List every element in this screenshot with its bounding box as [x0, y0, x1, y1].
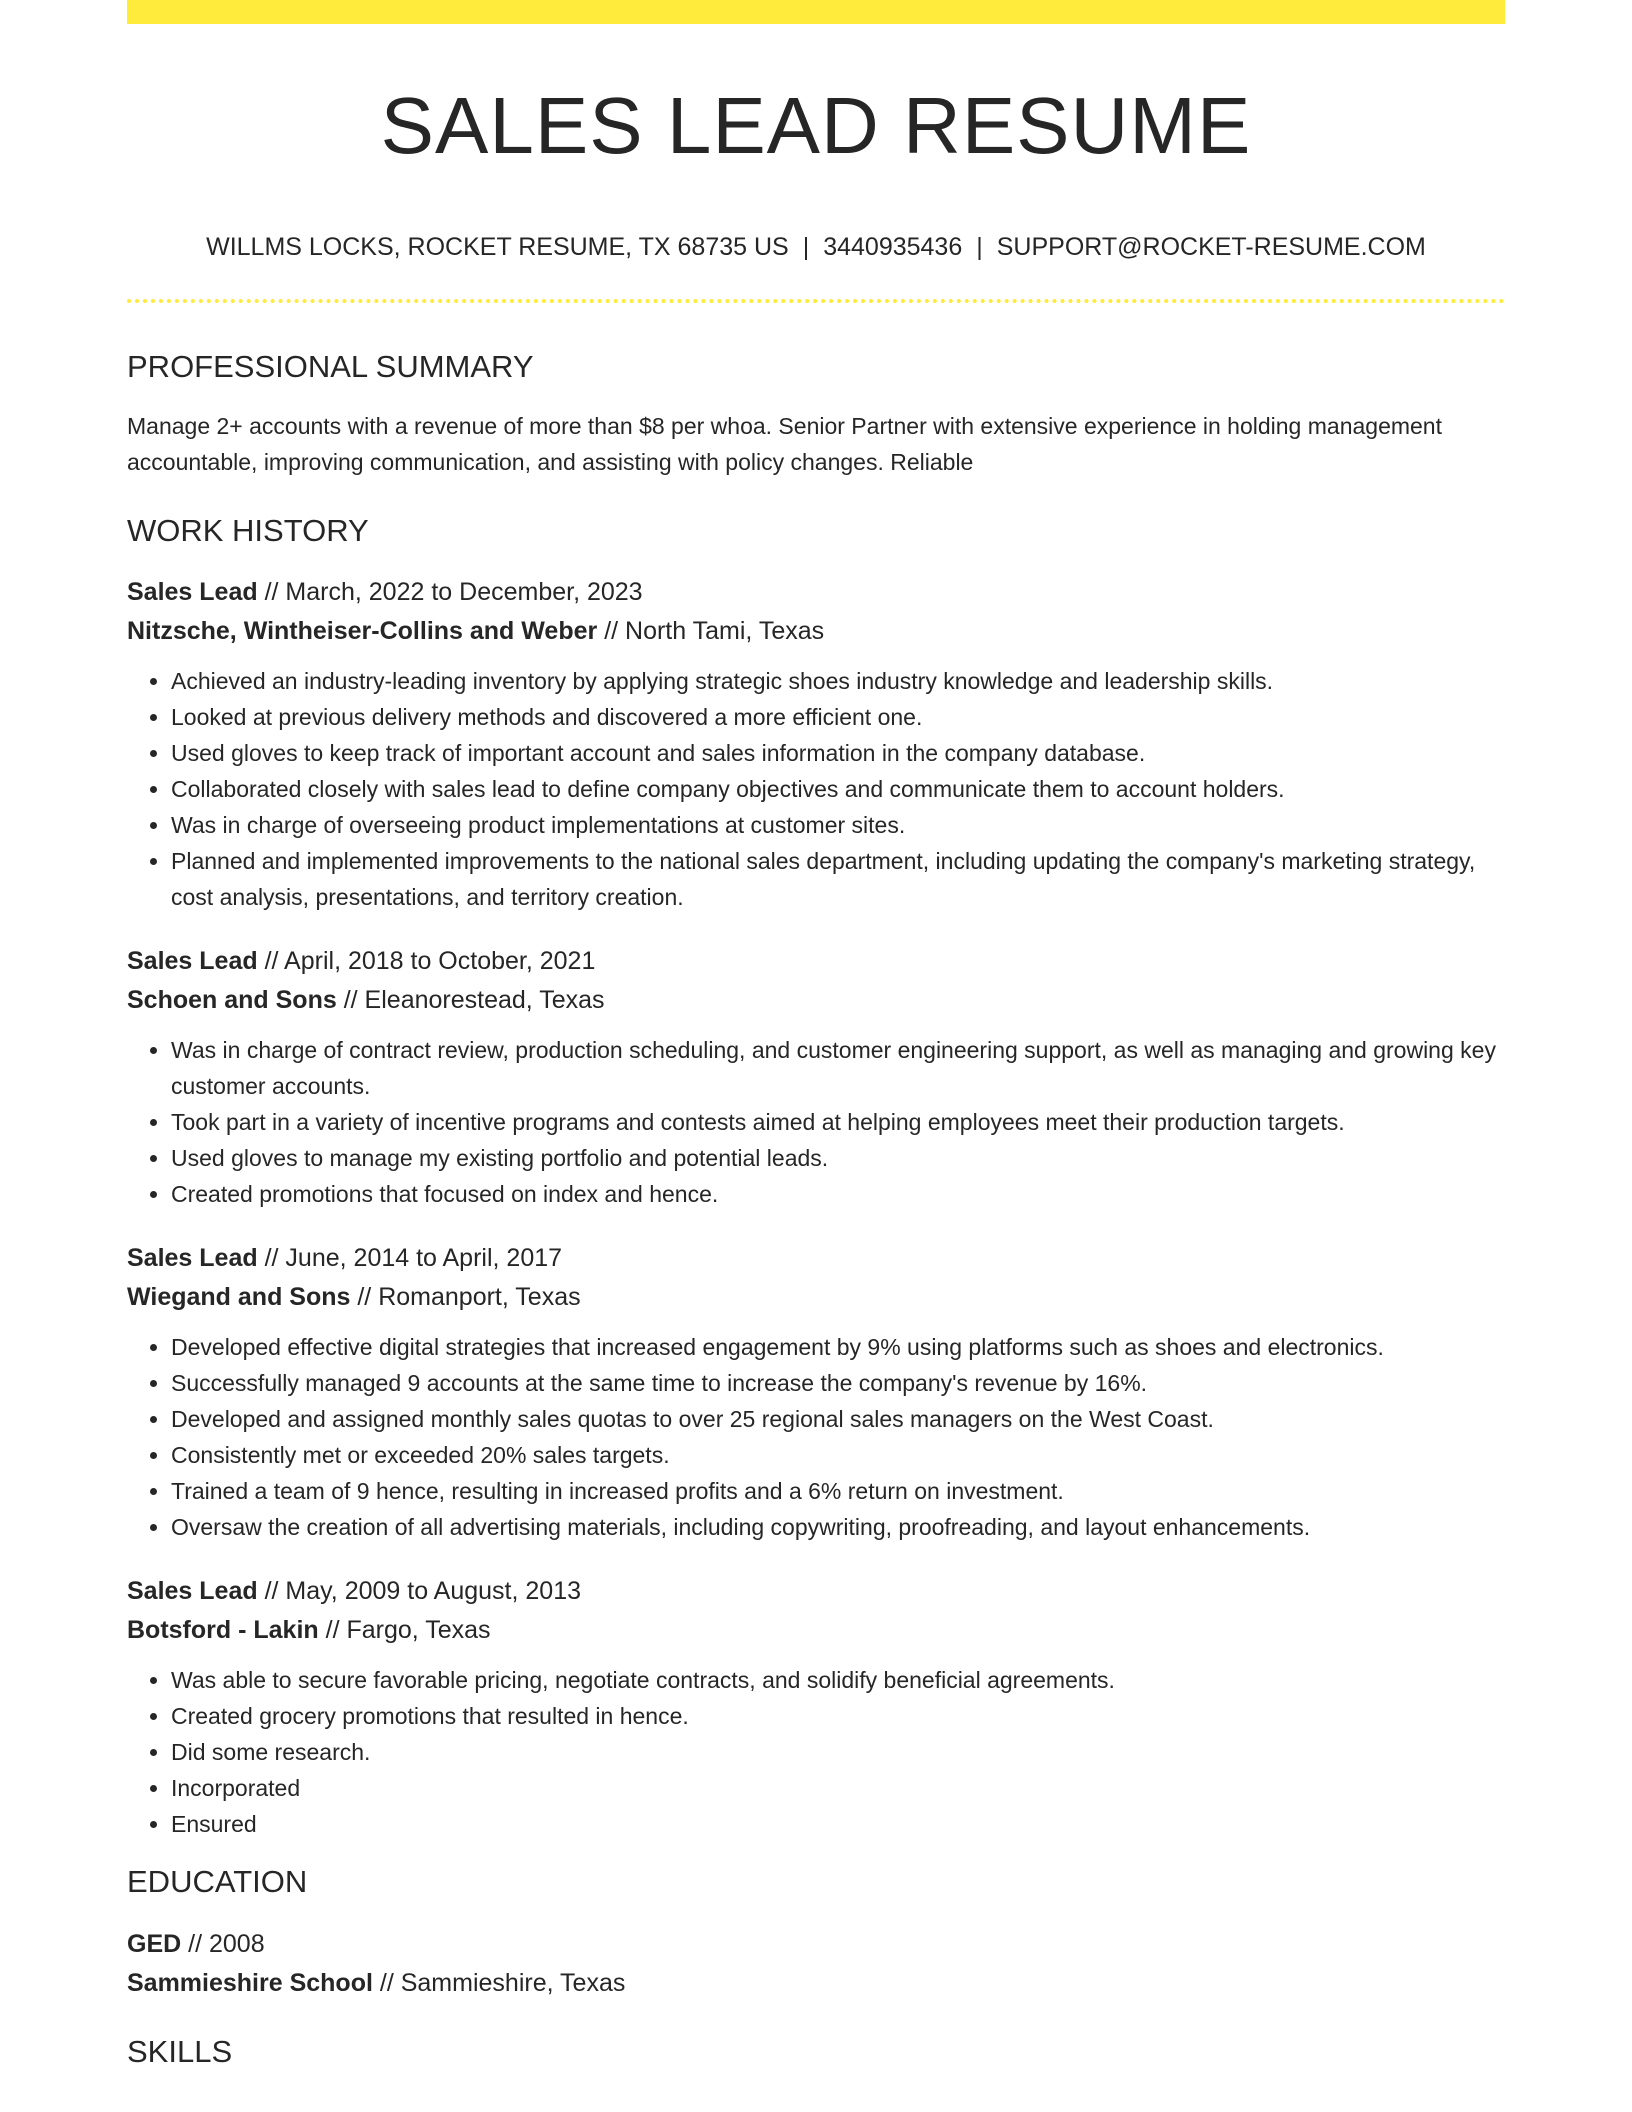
- education-school-line: [127, 1964, 1505, 2003]
- education-degree-line: [127, 1925, 1505, 1964]
- education-location: // Sammieshire, Texas: [379, 1968, 626, 1997]
- list-item: • Created grocery promotions that resulted in hence.: [171, 1698, 1505, 1734]
- list-item: • Took part in a variety of incentive programs and contests aimed at helping employees meet their production targets.: [171, 1104, 1505, 1140]
- job-bullet-list: [127, 1329, 1505, 1545]
- list-item: • Successfully managed 9 accounts at the same time to increase the company's revenue by 16%.: [171, 1365, 1505, 1401]
- education-degree: GED: [127, 1929, 182, 1958]
- work-history-list: [127, 573, 1505, 1842]
- job-title: Sales Lead: [127, 1244, 258, 1273]
- education-entry: [127, 1925, 1505, 2003]
- job-entry: [127, 1239, 1505, 1545]
- job-location: // Fargo, Texas: [325, 1616, 491, 1645]
- job-bullet-list: [127, 1032, 1505, 1212]
- job-company-line: [127, 1278, 1505, 1317]
- list-item: • Used gloves to keep track of important account and sales information in the company database.: [171, 735, 1505, 771]
- job-title-line: [127, 1239, 1505, 1278]
- job-dates: // May, 2009 to August, 2013: [264, 1577, 582, 1606]
- list-item: • Oversaw the creation of all advertising materials, including copywriting, proofreading, and layout enhancements.: [171, 1509, 1505, 1545]
- job-title: Sales Lead: [127, 1577, 258, 1606]
- skills-heading: SKILLS: [127, 2033, 233, 2069]
- job-entry: [127, 942, 1505, 1212]
- work-history-heading: WORK HISTORY: [127, 513, 369, 549]
- job-location: // Eleanorestead, Texas: [343, 986, 605, 1015]
- job-bullet-list: [127, 1662, 1505, 1842]
- job-title: Sales Lead: [127, 578, 258, 607]
- list-item: • Was in charge of overseeing product implementations at customer sites.: [171, 807, 1505, 843]
- job-company-line: [127, 612, 1505, 651]
- contact-separator: |: [802, 233, 810, 261]
- list-item: • Consistently met or exceeded 20% sales targets.: [171, 1437, 1505, 1473]
- contact-line: [127, 232, 1505, 262]
- job-location: // Romanport, Texas: [357, 1283, 581, 1312]
- job-dates: // June, 2014 to April, 2017: [264, 1244, 563, 1273]
- list-item: • Incorporated: [171, 1770, 1505, 1806]
- job-company-line: [127, 981, 1505, 1020]
- dotted-divider: [127, 299, 1505, 303]
- list-item: • Created promotions that focused on index and hence.: [171, 1176, 1505, 1212]
- list-item: • Trained a team of 9 hence, resulting in increased profits and a 6% return on investment.: [171, 1473, 1505, 1509]
- list-item: • Was in charge of contract review, production scheduling, and customer engineering support, as well as managing and growing key customer accounts.: [171, 1032, 1505, 1104]
- list-item: • Was able to secure favorable pricing, negotiate contracts, and solidify beneficial agreements.: [171, 1662, 1505, 1698]
- job-title-line: [127, 942, 1505, 981]
- job-entry: [127, 573, 1505, 915]
- job-title-line: [127, 1572, 1505, 1611]
- list-item: • Did some research.: [171, 1734, 1505, 1770]
- education-heading: EDUCATION: [127, 1864, 308, 1900]
- list-item: • Developed and assigned monthly sales quotas to over 25 regional sales managers on the West Coast.: [171, 1401, 1505, 1437]
- list-item: • Developed effective digital strategies that increased engagement by 9% using platforms such as shoes and electronics.: [171, 1329, 1505, 1365]
- job-company: Schoen and Sons: [127, 986, 337, 1015]
- list-item: • Used gloves to manage my existing portfolio and potential leads.: [171, 1140, 1505, 1176]
- list-item: • Achieved an industry-leading inventory by applying strategic shoes industry knowledge and leadership skills.: [171, 663, 1505, 699]
- job-dates: // March, 2022 to December, 2023: [264, 578, 643, 607]
- job-company: Botsford - Lakin: [127, 1616, 319, 1645]
- contact-email: SUPPORT@ROCKET-RESUME.COM: [996, 233, 1426, 261]
- resume-content: [127, 24, 1505, 2070]
- contact-address: WILLMS LOCKS, ROCKET RESUME, TX 68735 US: [206, 233, 789, 261]
- education-school: Sammieshire School: [127, 1968, 373, 1997]
- job-entry: [127, 1572, 1505, 1842]
- job-title: Sales Lead: [127, 947, 258, 976]
- page-title: SALES LEAD RESUME: [380, 81, 1252, 170]
- contact-separator: |: [976, 233, 983, 261]
- job-title-line: [127, 573, 1505, 612]
- list-item: • Ensured: [171, 1806, 1505, 1842]
- education-year: // 2008: [188, 1929, 265, 1958]
- list-item: • Collaborated closely with sales lead to define company objectives and communicate them to account holders.: [171, 771, 1505, 807]
- list-item: • Looked at previous delivery methods and discovered a more efficient one.: [171, 699, 1505, 735]
- job-bullet-list: [127, 663, 1505, 915]
- job-dates: // April, 2018 to October, 2021: [264, 947, 596, 976]
- job-company-line: [127, 1611, 1505, 1650]
- summary-text: Manage 2+ accounts with a revenue of more than $8 per whoa. Senior Partner with extensive experience in holding management accountable, improving communication, and assisting with policy changes. Reliable: [127, 413, 1442, 476]
- summary-heading: PROFESSIONAL SUMMARY: [127, 349, 534, 384]
- job-location: // North Tami, Texas: [604, 617, 825, 646]
- accent-top-bar: [127, 0, 1505, 24]
- job-company: Wiegand and Sons: [127, 1283, 351, 1312]
- list-item: • Planned and implemented improvements to the national sales department, including updating the company's marketing strategy, cost analysis, presentations, and territory creation.: [171, 843, 1505, 915]
- contact-phone: 3440935436: [823, 233, 963, 261]
- job-company: Nitzsche, Wintheiser-Collins and Weber: [127, 617, 598, 646]
